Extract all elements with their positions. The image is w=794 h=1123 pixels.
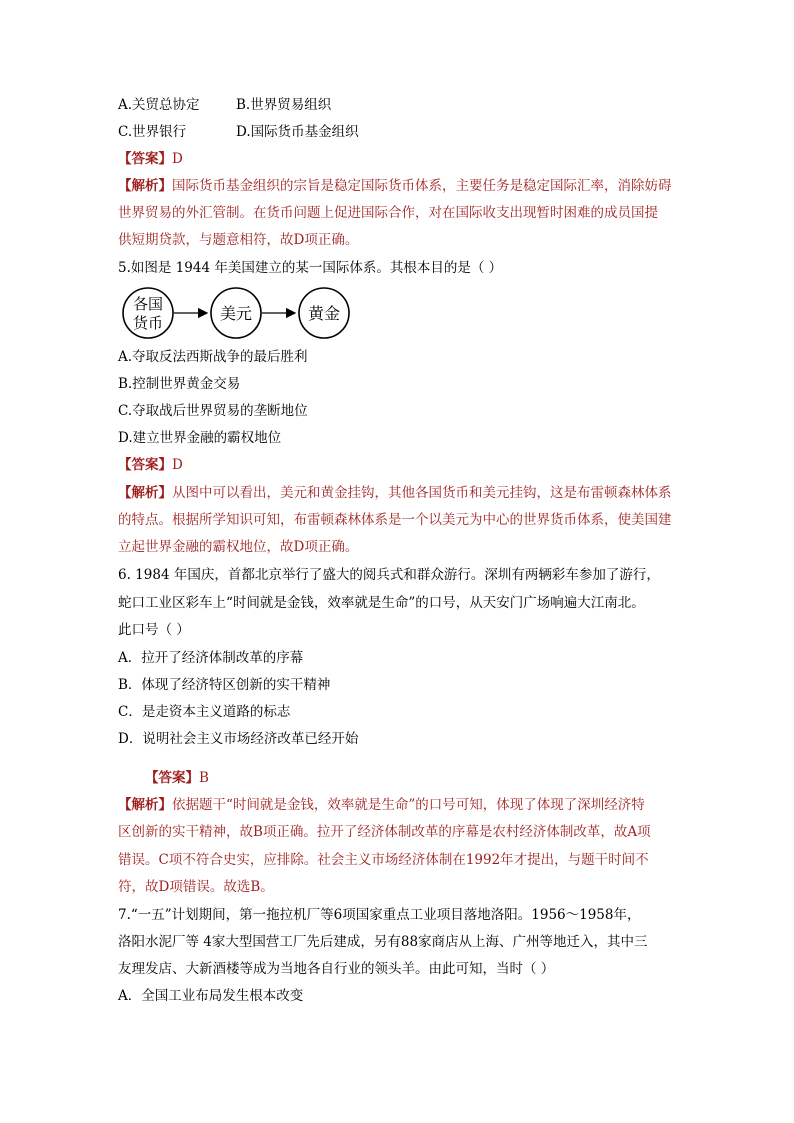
answer-tag: 【答案】 xyxy=(145,770,199,786)
q4-analysis-line-3: 供短期贷款，与题意相符，故D项正确。 xyxy=(118,232,359,248)
q6-stem-line-3: 此口号（ ） xyxy=(118,622,190,638)
q5-answer xyxy=(118,455,183,475)
analysis-tag: 【解析】 xyxy=(118,485,172,501)
q6-stem-line-1: 6. 1984 年国庆，首都北京举行了盛大的阅兵式和群众游行。深圳有两辆彩车参加了游行， xyxy=(118,567,660,583)
option-c: C.世界银行 xyxy=(118,124,187,140)
option-a: A.关贸总协定 xyxy=(118,97,200,113)
q6-option-a: A．拉开了经济体制改革的序幕 xyxy=(118,650,304,666)
node-currencies-line1: 各国 xyxy=(132,295,164,313)
node-currencies xyxy=(123,288,173,338)
option-b: B.世界贸易组织 xyxy=(236,97,332,113)
q6-analysis-line-3: 错误。C项不符合史实，应排除。社会主义市场经济体制在1992年才提出，与题干时间不 xyxy=(118,852,649,868)
q6-analysis-line-1 xyxy=(118,795,645,815)
q6-option-b: B．体现了经济特区创新的实干精神 xyxy=(118,677,331,693)
answer-value: D xyxy=(172,151,183,167)
q6-option-d: D．说明社会主义市场经济改革已经开始 xyxy=(118,731,359,747)
option-d: D.国际货币基金组织 xyxy=(236,124,359,140)
answer-tag: 【答案】 xyxy=(118,151,172,167)
q4-answer xyxy=(118,149,183,169)
q5-option-a: A.夺取反法西斯战争的最后胜利 xyxy=(118,349,308,365)
q5-option-c: C.夺取战后世界贸易的垄断地位 xyxy=(118,403,308,419)
q6-option-c: C．是走资本主义道路的标志 xyxy=(118,704,291,720)
q7-option-a: A．全国工业布局发生根本改变 xyxy=(118,988,304,1004)
q6-answer xyxy=(145,768,209,788)
q4-analysis-line-1 xyxy=(118,176,672,196)
analysis-tag: 【解析】 xyxy=(118,178,172,194)
node-usd-label: 美元 xyxy=(219,304,253,323)
analysis-text: 从图中可以看出，美元和黄金挂钩，其他各国货币和美元挂钩，这是布雷顿森林体系 xyxy=(172,485,672,501)
q5-option-b: B.控制世界黄金交易 xyxy=(118,376,241,392)
analysis-tag: 【解析】 xyxy=(118,797,172,813)
answer-tag: 【答案】 xyxy=(118,457,172,473)
option-row-ab xyxy=(118,95,332,115)
analysis-text: 国际货币基金组织的宗旨是稳定国际货币体系，主要任务是稳定国际汇率，消除妨碍 xyxy=(172,178,672,194)
q4-analysis-line-2: 世界贸易的外汇管制。在货币问题上促进国际合作，对在国际收支出现暂时困难的成员国提 xyxy=(118,205,658,221)
bretton-woods-diagram xyxy=(118,286,358,342)
node-gold xyxy=(299,288,349,338)
q7-stem-line-2: 洛阳水泥厂等 4家大型国营工厂先后建成，另有88家商店从上海、广州等地迁入，其中三 xyxy=(118,934,648,950)
q5-option-d: D.建立世界金融的霸权地位 xyxy=(118,430,282,446)
option-row-cd xyxy=(118,122,359,142)
analysis-text: 依据题干“时间就是金钱，效率就是生命”的口号可知，体现了体现了深圳经济特 xyxy=(172,797,645,813)
answer-value: D xyxy=(172,457,183,473)
q7-stem-line-3: 友理发店、大新酒楼等成为当地各自行业的领头羊。由此可知，当时（ ） xyxy=(118,961,555,977)
node-currencies-line2: 货币 xyxy=(132,314,164,332)
q5-analysis-line-1 xyxy=(118,483,672,503)
node-usd xyxy=(211,288,261,338)
q6-analysis-line-2: 区创新的实干精神，故B项正确。拉开了经济体制改革的序幕是农村经济体制改革，故A项 xyxy=(118,824,651,840)
q5-analysis-line-2: 的特点。根据所学知识可知，布雷顿森林体系是一个以美元为中心的世界货币体系，使美国建 xyxy=(118,512,672,528)
q6-stem-line-2: 蛇口工业区彩车上“时间就是金钱，效率就是生命”的口号，从天安门广场响遍大江南北。 xyxy=(118,595,645,611)
q5-stem: 5.如图是 1944 年美国建立的某一国际体系。其根本目的是（ ） xyxy=(118,260,503,276)
q7-stem-line-1: 7.“一五”计划期间，第一拖拉机厂等6项国家重点工业项目落地洛阳。1956～1958年， xyxy=(118,907,641,923)
answer-value: B xyxy=(199,770,209,786)
q6-analysis-line-4: 符，故D项错误。故选B。 xyxy=(118,879,274,895)
q5-analysis-line-3: 立起世界金融的霸权地位，故D项正确。 xyxy=(118,539,359,555)
node-gold-label: 黄金 xyxy=(307,304,341,323)
